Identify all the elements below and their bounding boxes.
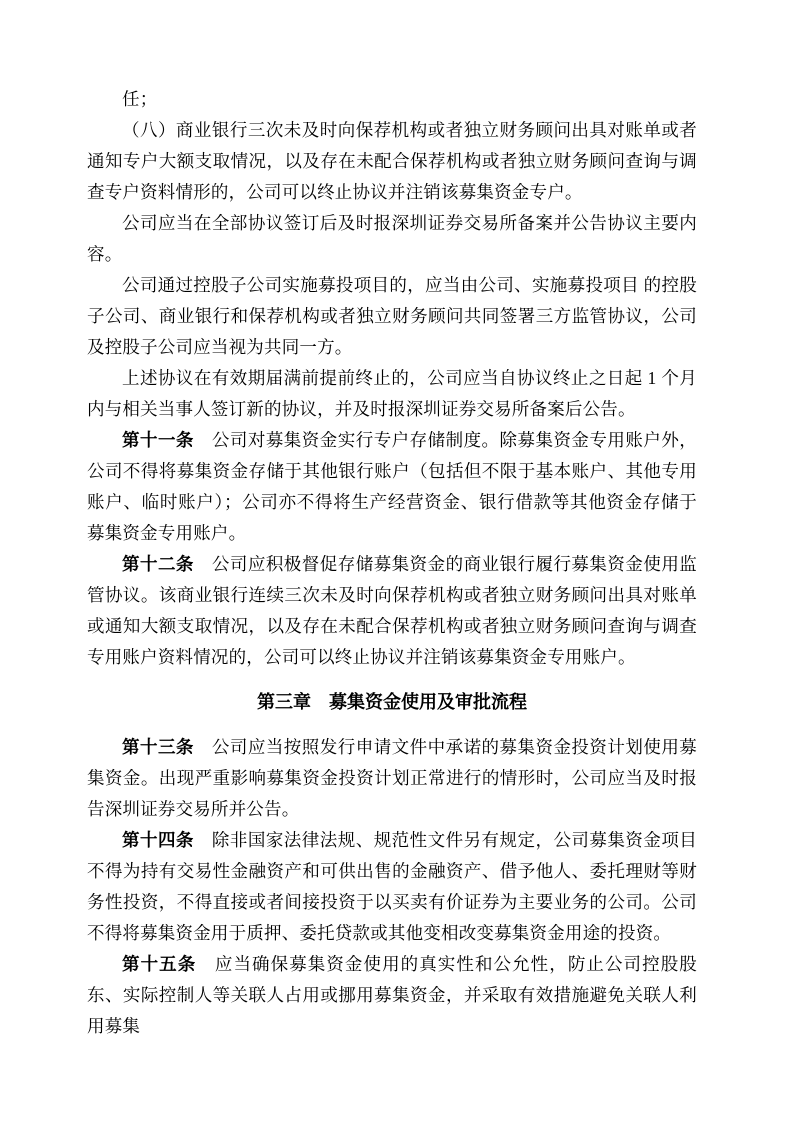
paragraph-text: 除非国家法律法规、规范性文件另有规定，公司募集资金项目不得为持有交易性金融资产和可供出售的金融资产、借予他人、委托理财等财务性投资，不得直接或者间接投资于以买卖有价证券为主要业务的公司。公司不得将募集资金用于质押、委托贷款或其他变相改变募集资金用途的投资。 [87,830,697,943]
document-paragraph [87,425,697,549]
document-paragraph [87,732,697,825]
paragraph-text: 应当确保募集资金使用的真实性和公允性，防止公司控股股东、实际控制人等关联人占用或挪用募集资金，并采取有效措施避免关联人利用募集 [87,954,697,1036]
article-number: 第十三条 [122,737,194,757]
document-paragraph: 任； [122,89,158,109]
document-paragraph: 上述协议在有效期届满前提前终止的，公司应当自协议终止之日起 1 个月内与相关当事人签订新的协议，并及时报深圳证券交易所备案后公告。 [87,368,697,419]
article-number: 第十四条 [122,830,194,850]
article-number: 第十二条 [122,554,194,574]
paragraph-text: 公司应当按照发行申请文件中承诺的募集资金投资计划使用募集资金。出现严重影响募集资金投资计划正常进行的情形时，公司应当及时报告深圳证券交易所并公告。 [87,737,697,819]
document-paragraph [87,549,697,673]
document-content [87,84,697,1042]
article-number: 第十五条 [122,954,197,974]
document-paragraph [87,825,697,949]
paragraph-text: 公司对募集资金实行专户存储制度。除募集资金专用账户外，公司不得将募集资金存储于其他银行账户（包括但不限于基本账户、其他专用账户、临时账户）；公司亦不得将生产经营资金、银行借款等其他资金存储于募集资金专用账户。 [87,430,697,543]
chapter-heading: 第三章 募集资金使用及审批流程 [257,692,527,712]
document-paragraph: （八）商业银行三次未及时向保荐机构或者独立财务顾问出具对账单或者通知专户大额支取情况，以及存在未配合保荐机构或者独立财务顾问查询与调查专户资料情形的，公司可以终止协议并注销该募集资金专户。 [87,120,697,202]
document-paragraph: 公司通过控股子公司实施募投项目的，应当由公司、实施募投项目 的控股子公司、商业银行和保荐机构或者独立财务顾问共同签署三方监管协议，公司及控股子公司应当视为共同一方。 [87,275,697,357]
document-paragraph: 公司应当在全部协议签订后及时报深圳证券交易所备案并公告协议主要内容。 [87,213,697,264]
paragraph-text: 公司应积极督促存储募集资金的商业银行履行募集资金使用监管协议。该商业银行连续三次未及时向保荐机构或者独立财务顾问出具对账单或通知大额支取情况，以及存在未配合保荐机构或者独立财务顾问查询与调查专用账户资料情况的，公司可以终止协议并注销该募集资金专用账户。 [87,554,697,667]
document-paragraph [87,949,697,1042]
article-number: 第十一条 [122,430,194,450]
